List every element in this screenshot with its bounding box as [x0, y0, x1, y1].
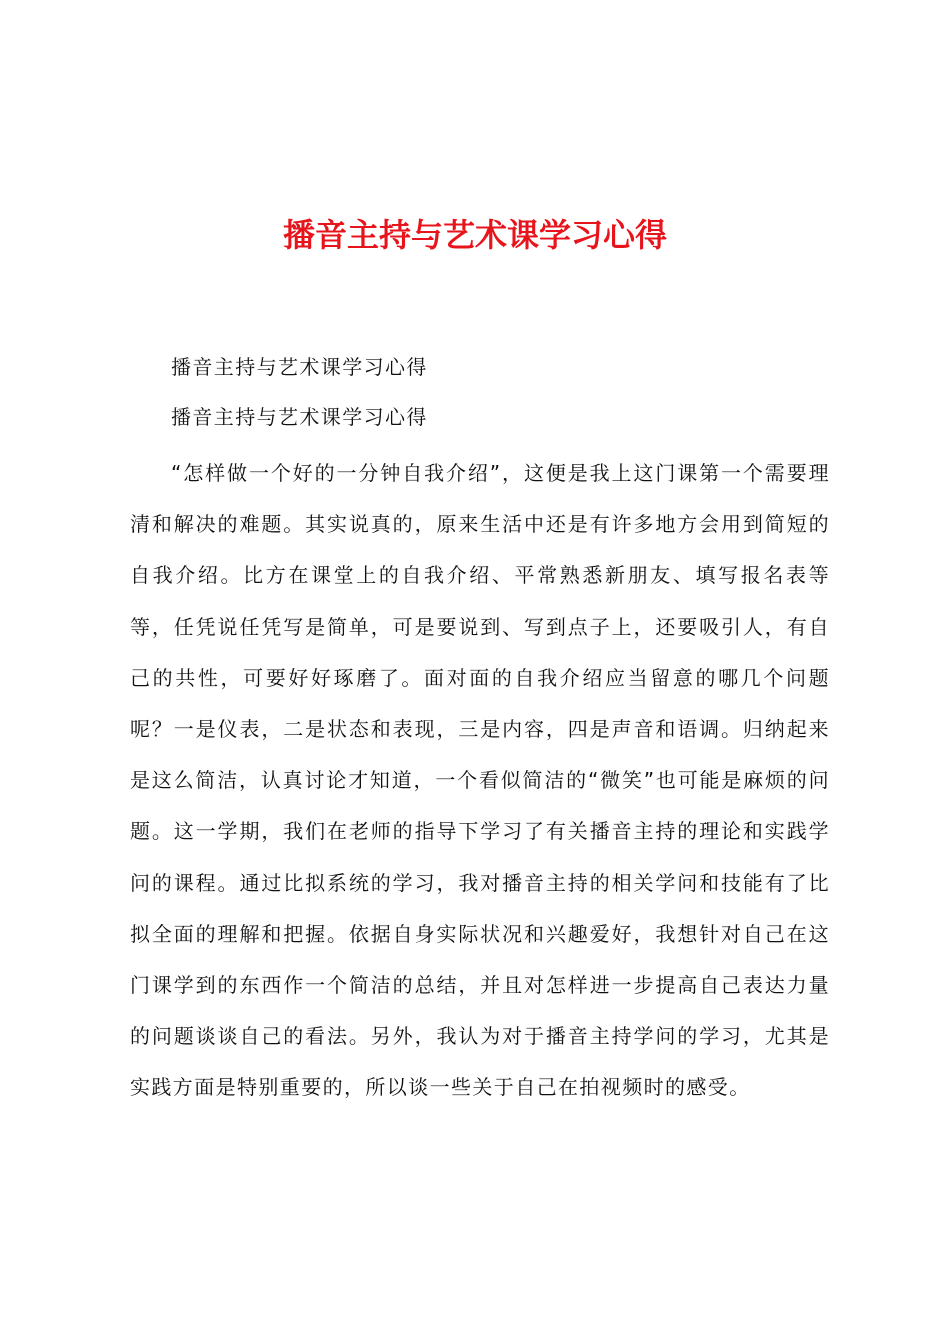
- document-title: 播音主持与艺术课学习心得: [282, 216, 667, 254]
- body-paragraph: “怎样做一个好的一分钟自我介绍”，这便是我上这门课第一个需要理清和解决的难题。其实说真的，原来生活中还是有许多地方会用到简短的自我介绍。比方在课堂上的自我介绍、平常熟悉新朋友、填写报名表等等，任凭说任凭写是简单，可是要说到、写到点子上，还要吸引人，有自己的共性，可要好好琢磨了。面对面的自我介绍应当留意的哪几个问题呢？一是仪表，二是状态和表现，三是内容，四是声音和语调。归纳起来是这么简洁，认真讨论才知道，一个看似简洁的“微笑”也可能是麻烦的问题。这一学期，我们在老师的指导下学习了有关播音主持的理论和实践学问的课程。通过比拟系统的学习，我对播音主持的相关学问和技能有了比拟全面的理解和把握。依据自身实际状况和兴趣爱好，我想针对自己在这门课学到的东西作一个简洁的总结，并且对怎样进一步提高自己表达力量的问题谈谈自己的看法。另外，我认为对于播音主持学问的学习，尤其是实践方面是特别重要的，所以谈一些关于自己在拍视频时的感受。: [130, 461, 830, 1100]
- subtitle-line-2: 播音主持与艺术课学习心得: [171, 405, 428, 429]
- subtitle-line-1: 播音主持与艺术课学习心得: [171, 355, 428, 379]
- document-body: [130, 348, 830, 1126]
